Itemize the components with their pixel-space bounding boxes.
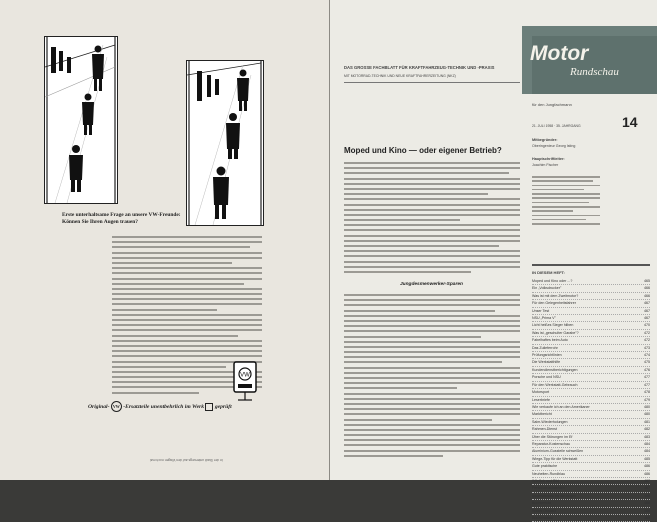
toc-item-label: Neuheiten-Rundblau [532,471,565,476]
right-page [330,0,657,520]
footer-brand: Original- [88,403,110,410]
toc-item [532,493,650,500]
toc-item [532,382,650,389]
logo-main: Motor [530,42,589,65]
toc-item-label: NSU „Prima V" [532,316,556,321]
toc-item-label: Buchbericht [532,501,551,506]
header-rule [344,82,520,83]
toc-item-page: 488 [644,508,650,513]
toc-item-page: 485 [644,456,650,461]
footer-tagline: -Ersatzteile unentbehrlich im Werk [123,403,205,410]
toc-item-page: 479 [644,397,650,402]
toc-item-label: Motorsport [532,390,550,395]
issue-date: 21. JULI 1958 · 35. JAHRGANG [532,124,581,128]
toc-item-label: Das Zulieferrohr [532,345,558,350]
table-of-contents [532,278,650,522]
toc-item-label: Salm-Wiederholungen [532,419,568,424]
toc-item [532,463,650,470]
toc-item-label: Walter Ostwald [532,508,557,513]
toc-item-label: Informationen für die Augen [532,493,577,498]
toc-item-page: 466 [644,286,650,291]
toc-item [532,293,650,300]
caption-line-1: Erste unterhaltsame Frage an unsere VW-Freunde: [62,212,181,218]
toc-item-page: 472 [644,338,650,343]
article-body-1 [344,162,520,276]
footer-check: geprüft [214,403,232,410]
staff-line-3: Hauptschriftleiter: [532,157,565,161]
toc-item-label: Wörtlich und Bild [532,478,559,483]
toc-item-page: 467 [644,316,650,321]
toc-item-label: Ein „Volksdrucker" [532,286,562,291]
toc-item-label: Wiege-Tipp für die Werkstatt [532,456,578,461]
toc-item-label: Prüfungsrichtlinien [532,353,562,358]
toc-item-page: 477 [644,375,650,380]
toc-item-label: Für den Gelegenheitsfahrer [532,301,576,306]
footer-line [88,401,278,412]
article-body-2 [344,294,520,460]
toc-item [532,374,650,381]
toc-item [532,456,650,463]
toc-item-label: Leserbriefe [532,397,550,402]
toc-item-label: Was ist „geschulter Garabe"? [532,330,579,335]
toc-item [532,389,650,396]
toc-item-page: 467 [644,308,650,313]
caption-line-2: Können Sie Ihren Augen trauen? [62,218,138,225]
toc-item-page: 478 [644,390,650,395]
toc-item [532,330,650,337]
toc-item-page: 488 [644,501,650,506]
toc-item-label: Fabelhaftes beim Auto [532,338,568,343]
staff-line-4: Joachim Fischer [532,163,559,167]
header-tagline: DAS GROSSE FACHBLATT FÜR KRAFTFAHRZEUG-TECHNIK UND -PRAXIS [344,65,495,70]
toc-item-page: 486 [644,464,650,469]
toc-item [532,500,650,507]
toc-item [532,315,650,322]
toc-item-page: 487 [644,478,650,483]
toc-item [532,322,650,329]
header-sub: MIT MOTORRAD-TECHNIK UND NEUE KRAFTFAHRERZEITUNG (NKZ) [344,74,456,78]
toc-item-label: Aluminium-Gussteile schweißen [532,449,584,454]
toc-item [532,441,650,448]
toc-item-page: 482 [644,427,650,432]
toc-item-page: 470 [644,323,650,328]
bottom-note: In der Stadt unterwegs auf den Wagen noch mal [150,458,223,462]
check-icon [205,403,213,411]
toc-item-page: 466 [644,293,650,298]
toc-item [532,300,650,307]
toc-item [532,478,650,485]
toc-item [532,419,650,426]
illustration-corridor-1 [44,36,118,204]
toc-item-page: 476 [644,367,650,372]
toc-item-label: Bücherschau [532,516,553,520]
toc-item [532,426,650,433]
toc-item-page: 480 [644,412,650,417]
toc-item [532,397,650,404]
toc-item-page: 488 [644,493,650,498]
toc-item-page: 487 [644,486,650,491]
toc-item [532,359,650,366]
toc-item [532,285,650,292]
masthead-logo [522,26,657,94]
toc-item [532,308,650,315]
toc-item [532,345,650,352]
toc-item-label: Die Werkstatthilfe [532,360,561,365]
left-page [0,0,330,480]
toc-item-label: Marktbericht [532,412,552,417]
toc-item [532,471,650,478]
toc-item [532,434,650,441]
staff-line-1: Mitbegründer: [532,138,558,142]
toc-item [532,352,650,359]
toc-item-page: 484 [644,449,650,454]
toc-item [532,404,650,411]
subheading: Jungdesmenwerker-Sparen [400,282,463,287]
toc-heading: IN DIESEM HEFT: [532,270,565,275]
toc-item-page: 480 [644,404,650,409]
toc-item-label: Personalnachrichten [532,486,565,491]
toc-item-page: 486 [644,471,650,476]
toc-item-page: 472 [644,330,650,335]
vw-emblem-text: VW [240,372,250,379]
toc-item-label: Moped und Kino oder ...? [532,279,573,283]
toc-item-label: Unser Test [532,308,550,313]
toc-item-label: Gute praktische [532,464,558,469]
toc-item-page: 489 [644,516,650,520]
toc-item-label: Licht heißes Sieger hilben [532,323,574,328]
staff-line-2: Oberingenieur Georg Isting [532,144,576,148]
vw-logo-icon: VW [111,401,122,412]
toc-item [532,485,650,492]
toc-item-label: Was ist mit dem Zweitmotor? [532,293,579,298]
toc-item-label: Für den Werkstatt-Gebrauch [532,382,578,387]
vw-parts-box-illustration [230,358,260,402]
staff-block-text [532,176,600,228]
toc-item-label: Über die Störungen im Ef [532,434,573,439]
toc-item-page: 484 [644,441,650,446]
toc-item [532,337,650,344]
toc-item-label: Kundendienstberichtigungen [532,367,578,372]
toc-item [532,515,650,522]
toc-item-label: Rahmen-Dienst [532,427,557,432]
issue-number: 14 [622,114,638,130]
logo-script: Rundschau [570,66,619,78]
caption [62,212,192,225]
toc-item [532,367,650,374]
toc-item-page: 474 [644,353,650,358]
toc-item-label: Wie verkaufe ich an den Amerikaner [532,404,590,409]
toc-rule [532,264,650,266]
toc-item-page: 467 [644,301,650,306]
for-line: für den Jungfachmann [532,102,572,107]
article-title: Moped und Kino — oder eigener Betrieb? [344,146,502,155]
toc-item [532,278,650,285]
toc-item [532,411,650,418]
toc-item-label: Porsche und NSU [532,375,561,380]
toc-item [532,508,650,515]
toc-item-page: 481 [644,419,650,424]
illustration-corridor-2 [186,60,264,226]
toc-item-page: 465 [644,279,650,283]
toc-item-page: 477 [644,382,650,387]
toc-item-page: 475 [644,360,650,365]
toc-item-label: Reparatur-Kostenschau [532,441,570,446]
toc-item-page: 473 [644,345,650,350]
toc-item [532,448,650,455]
toc-item-page: 483 [644,434,650,439]
